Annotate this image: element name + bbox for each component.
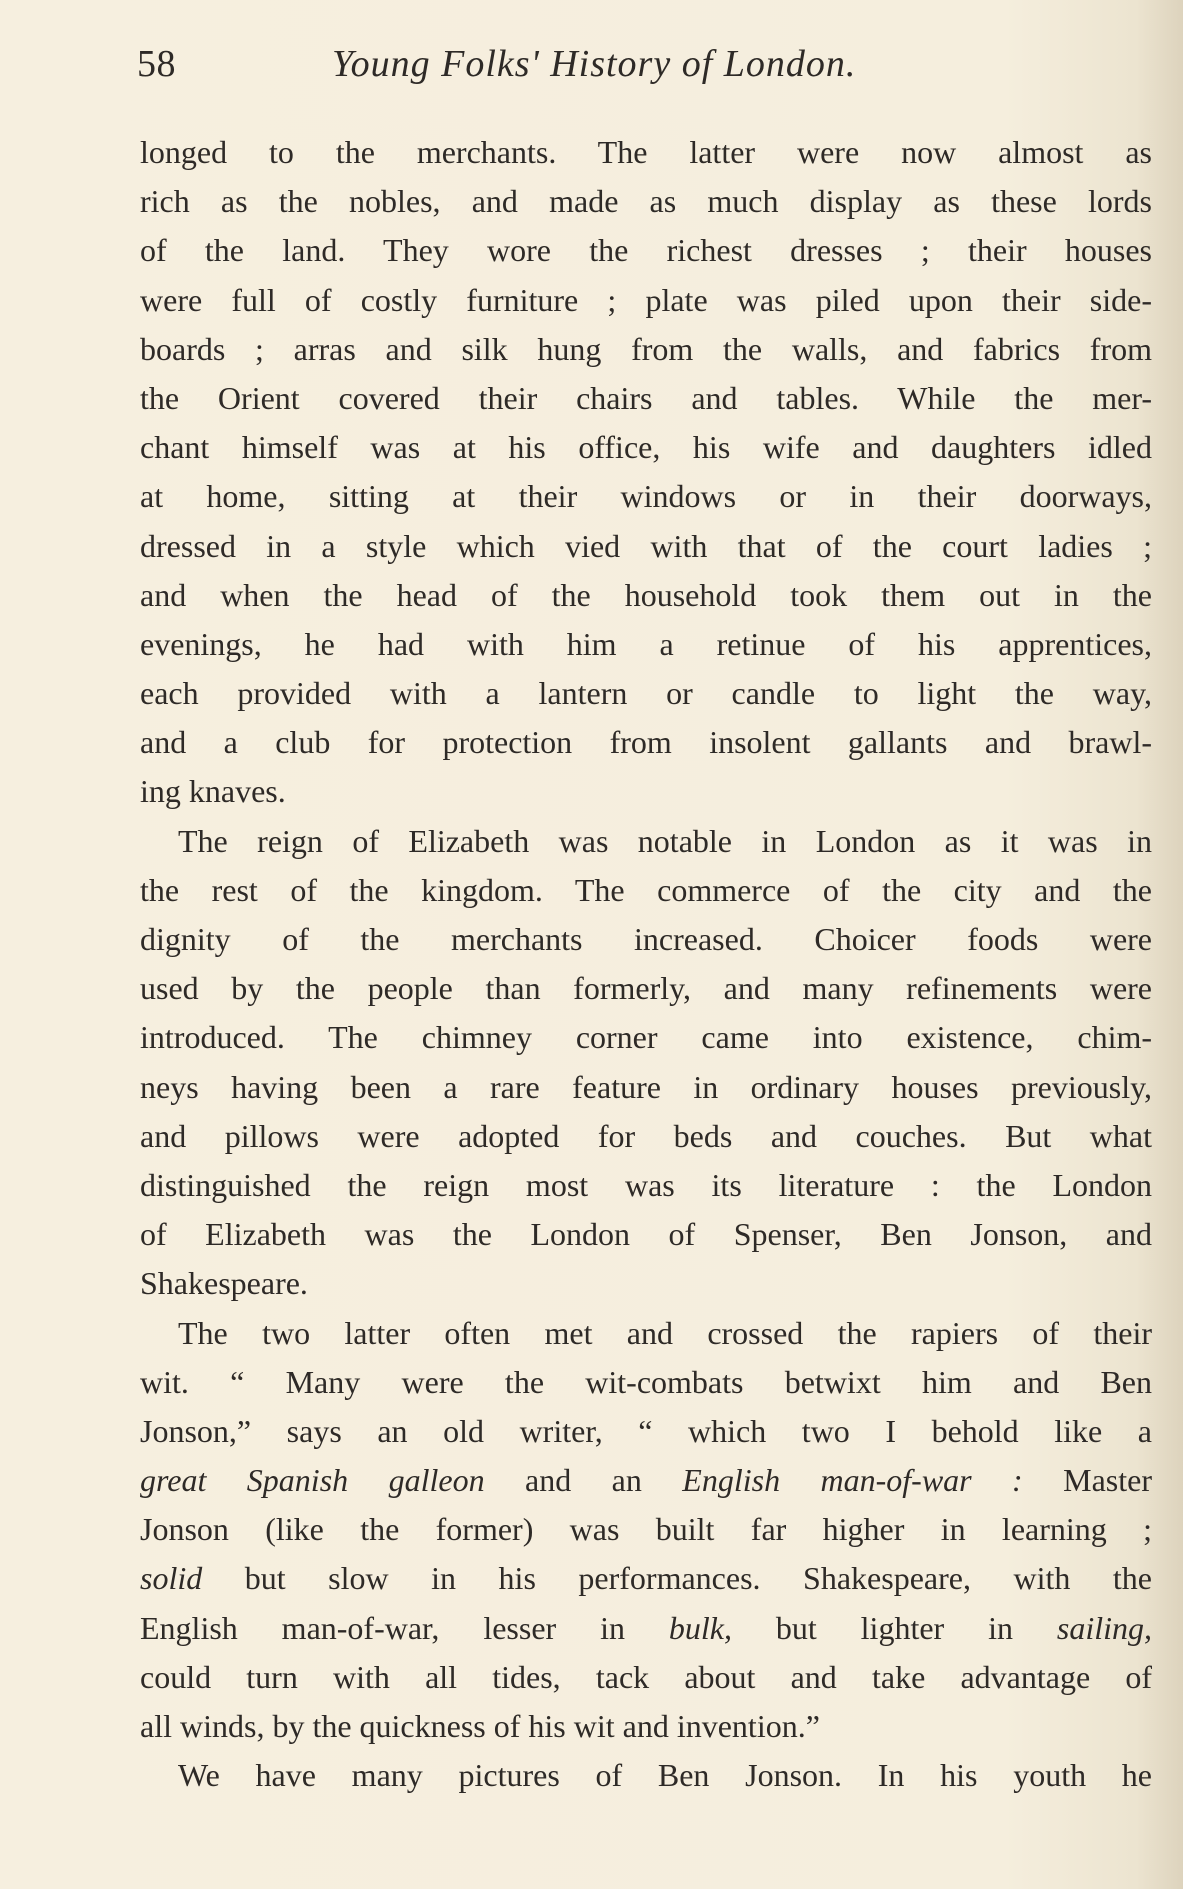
running-title: Young Folks' History of London. <box>332 43 857 85</box>
text-run: but slow in his performances. Shakespeare, with the <box>202 1560 1152 1597</box>
text-line: the rest of the kingdom. The commerce of the city and the <box>140 871 1152 908</box>
text-line: Jonson (like the former) was built far higher in learning ; <box>140 1511 1152 1548</box>
paragraph-first-line: We have many pictures of Ben Jonson. In his youth he <box>178 1757 1152 1794</box>
text-line: were full of costly furniture ; plate was piled upon their side- <box>140 281 1152 318</box>
text-line: used by the people than formerly, and many refinements were <box>140 970 1152 1007</box>
text-line: ing knaves. <box>140 773 286 810</box>
text-line: and when the head of the household took them out in the <box>140 576 1152 613</box>
text-run: English man-of-war, lesser in <box>140 1609 669 1646</box>
text-line: longed to the merchants. The latter were now almost as <box>140 134 1152 170</box>
italic-phrase: great Spanish galleon <box>140 1462 485 1499</box>
text-line: and pillows were adopted for beds and couches. But what <box>140 1117 1152 1154</box>
text-run: Master <box>1022 1462 1152 1499</box>
text-line: distinguished the reign most was its literature : the London <box>140 1166 1152 1203</box>
text-line: could turn with all tides, tack about and take advantage of <box>140 1658 1152 1695</box>
text-line: of Elizabeth was the London of Spenser, Ben Jonson, and <box>140 1216 1152 1253</box>
text-line: neys having been a rare feature in ordinary houses previously, <box>140 1068 1152 1105</box>
text-line: evenings, he had with him a retinue of his apprentices, <box>140 625 1152 662</box>
italic-phrase: sailing, <box>1056 1609 1152 1646</box>
text-line-mixed <box>140 1604 1152 1653</box>
text-run: but lighter in <box>731 1609 1057 1646</box>
text-line: dignity of the merchants increased. Choicer foods were <box>140 921 1152 957</box>
text-line-mixed <box>140 1456 1152 1505</box>
paragraph-first-line: The two latter often met and crossed the rapiers of their <box>178 1314 1152 1351</box>
text-line: the Orient covered their chairs and tables. While the mer- <box>140 379 1152 416</box>
body-text <box>140 128 1152 1800</box>
text-line-mixed <box>140 1554 1152 1603</box>
text-line: and a club for protection from insolent gallants and brawl- <box>140 724 1152 761</box>
text-line: introduced. The chimney corner came into existence, chim- <box>140 1019 1152 1056</box>
page-number: 58 <box>137 43 176 85</box>
text-line: Shakespeare. <box>140 1265 308 1302</box>
italic-phrase: bulk, <box>668 1609 732 1646</box>
page-header <box>137 42 987 102</box>
italic-phrase: solid <box>140 1560 203 1597</box>
text-line: Jonson,” says an old writer, “ which two I behold like a <box>140 1412 1152 1449</box>
text-run: and an <box>484 1462 683 1499</box>
text-line: boards ; arras and silk hung from the walls, and fabrics from <box>140 330 1152 367</box>
text-line: each provided with a lantern or candle to light the way, <box>140 675 1152 712</box>
text-line: dressed in a style which vied with that of the court ladies ; <box>140 527 1152 564</box>
paragraph-first-line: The reign of Elizabeth was notable in London as it was in <box>178 822 1152 859</box>
italic-phrase: English man-of-war : <box>682 1462 1023 1499</box>
text-line: at home, sitting at their windows or in their doorways, <box>140 478 1152 515</box>
text-line: rich as the nobles, and made as much display as these lords <box>140 183 1152 220</box>
text-line: of the land. They wore the richest dresses ; their houses <box>140 232 1152 269</box>
text-line: wit. “ Many were the wit-combats betwixt him and Ben <box>140 1363 1152 1400</box>
text-line: chant himself was at his office, his wife and daughters idled <box>140 429 1152 466</box>
text-line: all winds, by the quickness of his wit and invention.” <box>140 1708 820 1744</box>
